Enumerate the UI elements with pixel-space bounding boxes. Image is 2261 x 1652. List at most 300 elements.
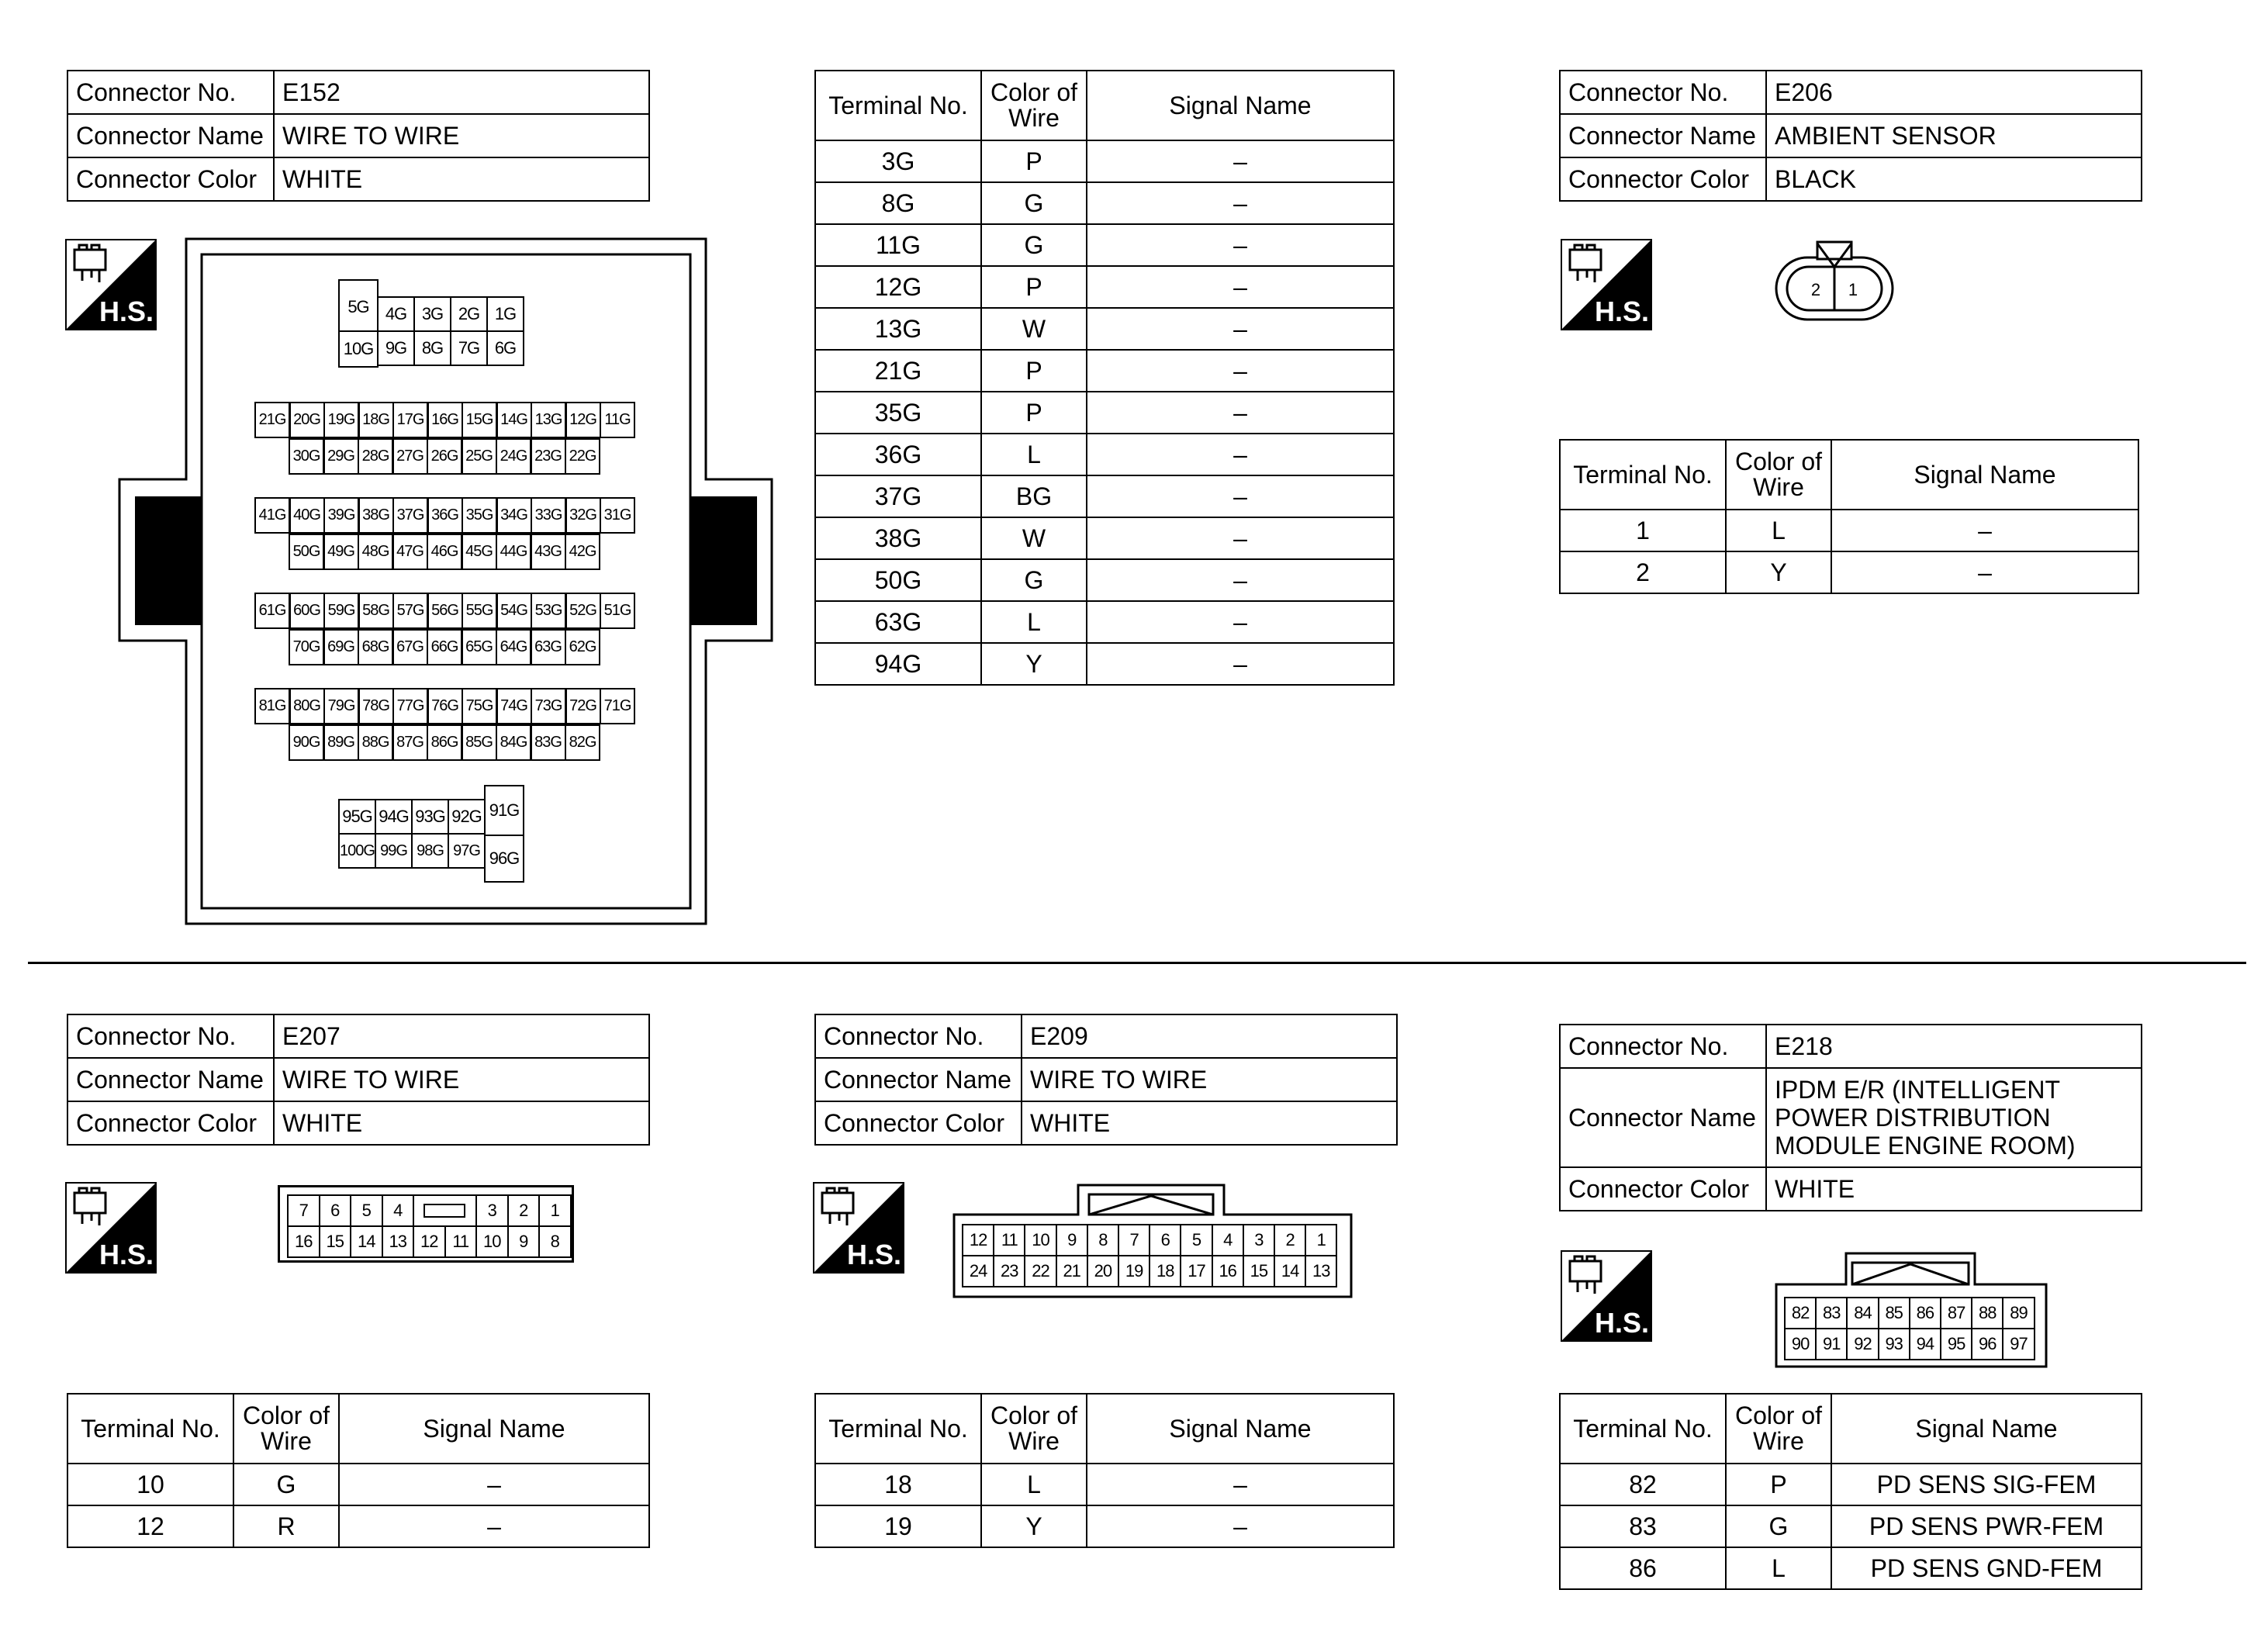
terminal-row (815, 643, 1394, 685)
signal-name: – (339, 1464, 649, 1505)
connector-pin: 84 (1846, 1297, 1879, 1329)
info-label: Connector Name (67, 114, 274, 157)
e218-info-table (1559, 1024, 2142, 1211)
e207-terminal-table (67, 1393, 650, 1548)
info-value: E206 (1766, 71, 2142, 114)
wire-color: W (981, 308, 1087, 350)
connector-pin: 27G (392, 438, 428, 475)
terminal-row (1560, 551, 2138, 593)
terminal-no: 1 (1560, 510, 1726, 551)
wire-color: G (1726, 1505, 1831, 1547)
connector-pin: 48G (358, 534, 393, 570)
connector-pin: 15G (462, 402, 497, 438)
info-value: WIRE TO WIRE (274, 1058, 649, 1101)
wire-color: L (981, 1464, 1087, 1505)
connector-pin: 68G (358, 629, 393, 665)
connector-pin: 61G (254, 593, 290, 629)
connector-pin: 86G (427, 724, 462, 761)
connector-pin: 93G (411, 799, 449, 835)
info-value: E207 (274, 1014, 649, 1058)
connector-pin: 92 (1846, 1328, 1879, 1360)
info-value: WHITE (274, 1101, 649, 1145)
terminal-header-row (815, 1394, 1394, 1464)
e206-connector-face-icon (1775, 239, 1894, 321)
terminal-row (1560, 1505, 2142, 1547)
terminal-row (815, 517, 1394, 559)
connector-pin: 79G (323, 688, 359, 724)
terminal-row (815, 140, 1394, 182)
signal-name: – (1087, 1464, 1394, 1505)
connector-pin: 15 (1243, 1255, 1275, 1287)
connector-pin: 69G (323, 629, 359, 665)
connector-pin: 86 (1909, 1297, 1941, 1329)
e152-info-table (67, 70, 650, 202)
wire-color-header (981, 71, 1087, 140)
e152-terminal-table (814, 70, 1395, 686)
wire-color: P (981, 392, 1087, 434)
connector-pin: 84G (496, 724, 531, 761)
signal-name: – (1087, 517, 1394, 559)
terminal-row (67, 1464, 649, 1505)
value-line: POWER DISTRIBUTION (1775, 1104, 2051, 1132)
connector-pin: 64G (496, 629, 531, 665)
connector-pin: 99G (375, 833, 413, 869)
connector-pin: 85G (462, 724, 497, 761)
header-line: Color of (990, 78, 1078, 107)
terminal-header-row (1560, 1394, 2142, 1464)
terminal-no: 37G (815, 475, 981, 517)
info-row (1560, 1167, 2142, 1211)
connector-pin: 9 (1056, 1224, 1088, 1256)
connector-pin: 88G (358, 724, 393, 761)
terminal-no: 13G (815, 308, 981, 350)
wire-color: G (981, 182, 1087, 224)
info-row (1560, 1068, 2142, 1167)
connector-pin: 96 (1971, 1328, 2003, 1360)
connector-pin: 83 (1815, 1297, 1848, 1329)
pin-label: 1 (1848, 280, 1858, 299)
e207-info-table (67, 1014, 650, 1146)
connector-pin: 67G (392, 629, 428, 665)
terminal-no: 8G (815, 182, 981, 224)
terminal-no-header: Terminal No. (1560, 440, 1726, 510)
connector-pin: 95G (338, 799, 376, 835)
header-line: Color of (242, 1401, 330, 1430)
connector-pin: 43G (531, 534, 566, 570)
connector-pin: 41G (254, 497, 290, 534)
connector-pin: 25G (462, 438, 497, 475)
connector-pin: 15 (319, 1225, 352, 1258)
connector-pin: 6 (319, 1194, 352, 1227)
connector-pin: 17G (392, 402, 428, 438)
info-label: Connector Name (1560, 1068, 1766, 1167)
connector-pin: 78G (358, 688, 394, 724)
connector-pin: 52G (565, 593, 601, 629)
connector-pin: 46G (427, 534, 462, 570)
terminal-row (815, 308, 1394, 350)
connector-pin: 75G (462, 688, 497, 724)
connector-pin: 14 (1274, 1255, 1306, 1287)
connector-pin: 42G (565, 534, 600, 570)
terminal-no: 18 (815, 1464, 981, 1505)
connector-pin: 29G (323, 438, 359, 475)
header-line: Color of (990, 1401, 1078, 1430)
connector-pin: 31G (600, 497, 635, 534)
info-value: WIRE TO WIRE (1022, 1058, 1397, 1101)
info-value: WHITE (1022, 1101, 1397, 1145)
connector-pin: 5 (350, 1194, 383, 1227)
connector-pin: 83G (531, 724, 566, 761)
terminal-row (1560, 510, 2138, 551)
header-line: Wire (1008, 104, 1060, 132)
connector-pin: 9 (507, 1225, 541, 1258)
connector-pin: 12 (962, 1224, 994, 1256)
terminal-no: 35G (815, 392, 981, 434)
info-value: WHITE (274, 157, 649, 201)
terminal-row (67, 1505, 649, 1547)
connector-pin: 94 (1909, 1328, 1941, 1360)
connector-pin: 47G (392, 534, 428, 570)
signal-name: – (1087, 140, 1394, 182)
terminal-rows (1560, 1464, 2142, 1589)
wire-color: L (981, 601, 1087, 643)
wire-color: L (1726, 510, 1831, 551)
connector-pin: 94G (375, 799, 413, 835)
wire-color: P (981, 140, 1087, 182)
connector-pin: 97 (2002, 1328, 2035, 1360)
connector-pin: 26G (427, 438, 462, 475)
info-label: Connector No. (815, 1014, 1022, 1058)
hs-badge-icon (65, 1182, 157, 1274)
terminal-no: 50G (815, 559, 981, 601)
terminal-no-header: Terminal No. (67, 1394, 233, 1464)
header-line: Wire (261, 1427, 312, 1455)
connector-pin: 35G (462, 497, 497, 534)
connector-pin: 4 (382, 1194, 415, 1227)
terminal-row (815, 475, 1394, 517)
terminal-row (815, 350, 1394, 392)
info-value (1766, 1068, 2142, 1167)
connector-pin: 10G (338, 330, 379, 368)
terminal-rows (815, 1464, 1394, 1547)
terminal-row (815, 182, 1394, 224)
terminal-row (815, 1464, 1394, 1505)
hs-badge-icon (1561, 1250, 1652, 1342)
connector-pin: 8 (1087, 1224, 1119, 1256)
connector-pin: 24G (496, 438, 531, 475)
terminal-header-row (815, 71, 1394, 140)
connector-pin: 11G (600, 402, 635, 438)
terminal-no: 3G (815, 140, 981, 182)
info-row (67, 71, 649, 114)
connector-pin: 87 (1940, 1297, 1972, 1329)
terminal-row (815, 601, 1394, 643)
e206-terminal-table (1559, 439, 2139, 594)
terminal-row (815, 559, 1394, 601)
signal-name: – (1087, 308, 1394, 350)
connector-pin: 6G (486, 330, 524, 366)
info-value: E218 (1766, 1025, 2142, 1068)
connector-pin: 44G (496, 534, 531, 570)
connector-pin: 4G (377, 296, 415, 332)
connector-pin: 81G (254, 688, 290, 724)
wire-color: G (981, 224, 1087, 266)
connector-pin: 34G (496, 497, 532, 534)
connector-pin: 51G (600, 593, 635, 629)
header-line: Color of (1734, 1401, 1823, 1430)
terminal-no-header: Terminal No. (815, 71, 981, 140)
connector-pin: 93 (1878, 1328, 1910, 1360)
connector-pin: 90 (1784, 1328, 1817, 1360)
terminal-no: 19 (815, 1505, 981, 1547)
hs-badge-icon (1561, 239, 1652, 330)
info-label: Connector Color (1560, 157, 1766, 201)
connector-pin: 12G (565, 402, 601, 438)
connector-pin: 3 (475, 1194, 509, 1227)
info-row (67, 1058, 649, 1101)
info-row (1560, 114, 2142, 157)
signal-name: PD SENS GND-FEM (1831, 1547, 2142, 1589)
connector-pin: 74G (496, 688, 532, 724)
connector-pin: 62G (565, 629, 600, 665)
connector-pin: 16 (287, 1225, 320, 1258)
terminal-no: 12G (815, 266, 981, 308)
terminal-header-row (1560, 440, 2138, 510)
connector-pin: 11 (993, 1224, 1025, 1256)
connector-pin: 22G (565, 438, 600, 475)
info-row (67, 157, 649, 201)
info-label: Connector Name (1560, 114, 1766, 157)
connector-pin: 71G (600, 688, 635, 724)
connector-pin: 92G (448, 799, 486, 835)
connector-pin: 82G (565, 724, 600, 761)
signal-name: – (1087, 350, 1394, 392)
info-value: WIRE TO WIRE (274, 114, 649, 157)
info-value: BLACK (1766, 157, 2142, 201)
connector-pin: 100G (338, 833, 376, 869)
connector-pin: 57G (392, 593, 428, 629)
hs-label: H.S. (99, 1239, 154, 1270)
connector-pin: 37G (392, 497, 428, 534)
hs-label: H.S. (847, 1239, 902, 1270)
connector-pin: 36G (427, 497, 463, 534)
info-row (815, 1101, 1397, 1145)
terminal-header-row (67, 1394, 649, 1464)
signal-name-header: Signal Name (1087, 71, 1394, 140)
info-row (67, 114, 649, 157)
hs-label: H.S. (99, 295, 154, 327)
connector-pin: 40G (289, 497, 325, 534)
connector-pin: 13G (531, 402, 566, 438)
terminal-no: 83 (1560, 1505, 1726, 1547)
wire-color-header (1726, 1394, 1831, 1464)
connector-pin: 4 (1212, 1224, 1244, 1256)
connector-pin: 54G (496, 593, 532, 629)
connector-pin: 1 (1305, 1224, 1337, 1256)
info-label: Connector Color (67, 1101, 274, 1145)
info-label: Connector Name (815, 1058, 1022, 1101)
info-value: WHITE (1766, 1167, 2142, 1211)
connector-pin: 96G (484, 835, 524, 883)
terminal-no-header: Terminal No. (1560, 1394, 1726, 1464)
connector-pin: 7 (287, 1194, 320, 1227)
wire-color: P (981, 350, 1087, 392)
connector-pin: 10 (1024, 1224, 1056, 1256)
info-row (1560, 71, 2142, 114)
info-label: Connector Color (815, 1101, 1022, 1145)
terminal-rows (815, 140, 1394, 685)
signal-name-header: Signal Name (339, 1394, 649, 1464)
connector-pin: 6 (1149, 1224, 1181, 1256)
connector-pin: 45G (462, 534, 497, 570)
signal-name: – (1087, 392, 1394, 434)
terminal-no: 63G (815, 601, 981, 643)
value-line: MODULE ENGINE ROOM) (1775, 1132, 2076, 1160)
wire-color: G (981, 559, 1087, 601)
connector-pin: 49G (323, 534, 359, 570)
e218-terminal-table (1559, 1393, 2142, 1590)
connector-pin: 22 (1024, 1255, 1056, 1287)
connector-pin: 5G (338, 279, 379, 335)
signal-name: – (339, 1505, 649, 1547)
signal-name: – (1087, 224, 1394, 266)
info-value: AMBIENT SENSOR (1766, 114, 2142, 157)
connector-pin: 66G (427, 629, 462, 665)
connector-pin: 19G (323, 402, 359, 438)
terminal-row (815, 224, 1394, 266)
info-row (815, 1058, 1397, 1101)
connector-pin: 77G (392, 688, 428, 724)
wire-color: Y (981, 1505, 1087, 1547)
connector-pin: 1 (538, 1194, 572, 1227)
signal-name: – (1087, 266, 1394, 308)
connector-pin: 9G (377, 330, 415, 366)
connector-pin: 60G (289, 593, 325, 629)
connector-pin: 14G (496, 402, 532, 438)
connector-pin: 95 (1940, 1328, 1972, 1360)
connector-pin: 56G (427, 593, 463, 629)
connector-pin: 33G (531, 497, 566, 534)
terminal-row (1560, 1547, 2142, 1589)
connector-pin: 13 (382, 1225, 415, 1258)
connector-pin: 58G (358, 593, 394, 629)
wire-color: Y (1726, 551, 1831, 593)
connector-pin: 14 (350, 1225, 383, 1258)
info-value: E209 (1022, 1014, 1397, 1058)
connector-pin: 7 (1118, 1224, 1150, 1256)
signal-name: – (1831, 510, 2138, 551)
wire-color: BG (981, 475, 1087, 517)
connector-pin: 53G (531, 593, 566, 629)
connector-pin: 20G (289, 402, 325, 438)
connector-pin: 76G (427, 688, 463, 724)
connector-pin: 21 (1056, 1255, 1088, 1287)
connector-pin: 24 (962, 1255, 994, 1287)
terminal-row (815, 392, 1394, 434)
terminal-no: 82 (1560, 1464, 1726, 1505)
signal-name: – (1831, 551, 2138, 593)
connector-pin: 87G (392, 724, 428, 761)
connector-pin: 16G (427, 402, 463, 438)
section-divider (28, 962, 2246, 964)
connector-pin: 2 (1274, 1224, 1306, 1256)
connector-pin: 11 (444, 1225, 478, 1258)
signal-name-header: Signal Name (1087, 1394, 1394, 1464)
connector-pin: 3 (1243, 1224, 1275, 1256)
connector-pin: 72G (565, 688, 601, 724)
hs-badge-icon (813, 1182, 904, 1274)
connector-pin: 18 (1149, 1255, 1181, 1287)
terminal-row (815, 1505, 1394, 1547)
info-row (67, 1101, 649, 1145)
info-value: E152 (274, 71, 649, 114)
terminal-no: 38G (815, 517, 981, 559)
terminal-no-header: Terminal No. (815, 1394, 981, 1464)
connector-pin: 65G (462, 629, 497, 665)
connector-pin: 32G (565, 497, 601, 534)
e209-terminal-table (814, 1393, 1395, 1548)
signal-name-header: Signal Name (1831, 1394, 2142, 1464)
signal-name: – (1087, 475, 1394, 517)
connector-pin: 8G (413, 330, 451, 366)
terminal-no: 2 (1560, 551, 1726, 593)
connector-pin: 88 (1971, 1297, 2003, 1329)
connector-pin: 97G (448, 833, 486, 869)
connector-pin: 82 (1784, 1297, 1817, 1329)
connector-pin: 28G (358, 438, 393, 475)
terminal-rows (67, 1464, 649, 1547)
terminal-no: 11G (815, 224, 981, 266)
signal-name: – (1087, 434, 1394, 475)
signal-name: PD SENS SIG-FEM (1831, 1464, 2142, 1505)
hs-label: H.S. (1595, 295, 1650, 327)
info-row (67, 1014, 649, 1058)
info-label: Connector Name (67, 1058, 274, 1101)
info-label: Connector No. (67, 1014, 274, 1058)
wire-color: Y (981, 643, 1087, 685)
info-label: Connector No. (67, 71, 274, 114)
connector-pin: 23G (531, 438, 566, 475)
connector-pin: 23 (993, 1255, 1025, 1287)
signal-name: – (1087, 643, 1394, 685)
connector-pin: 16 (1212, 1255, 1244, 1287)
terminal-no: 36G (815, 434, 981, 475)
header-line: Color of (1734, 448, 1823, 476)
connector-pin: 5 (1180, 1224, 1212, 1256)
connector-pin: 12 (413, 1225, 446, 1258)
connector-pin: 13 (1305, 1255, 1337, 1287)
wire-color-header (233, 1394, 339, 1464)
connector-pin: 85 (1878, 1297, 1910, 1329)
signal-name: PD SENS PWR-FEM (1831, 1505, 2142, 1547)
signal-name: – (1087, 182, 1394, 224)
info-row (1560, 1025, 2142, 1068)
connector-pin: 98G (411, 833, 449, 869)
connector-pin: 19 (1118, 1255, 1150, 1287)
connector-pin: 50G (289, 534, 324, 570)
signal-name: – (1087, 601, 1394, 643)
terminal-rows (1560, 510, 2138, 593)
blank-pin-slot-icon (424, 1204, 465, 1218)
e206-info-table (1559, 70, 2142, 202)
connector-pin: 20 (1087, 1255, 1119, 1287)
terminal-row (1560, 1464, 2142, 1505)
header-line: Wire (1753, 1427, 1804, 1455)
wire-color: W (981, 517, 1087, 559)
connector-pin: 2 (507, 1194, 541, 1227)
connector-pin: 7G (450, 330, 488, 366)
info-label: Connector No. (1560, 1025, 1766, 1068)
